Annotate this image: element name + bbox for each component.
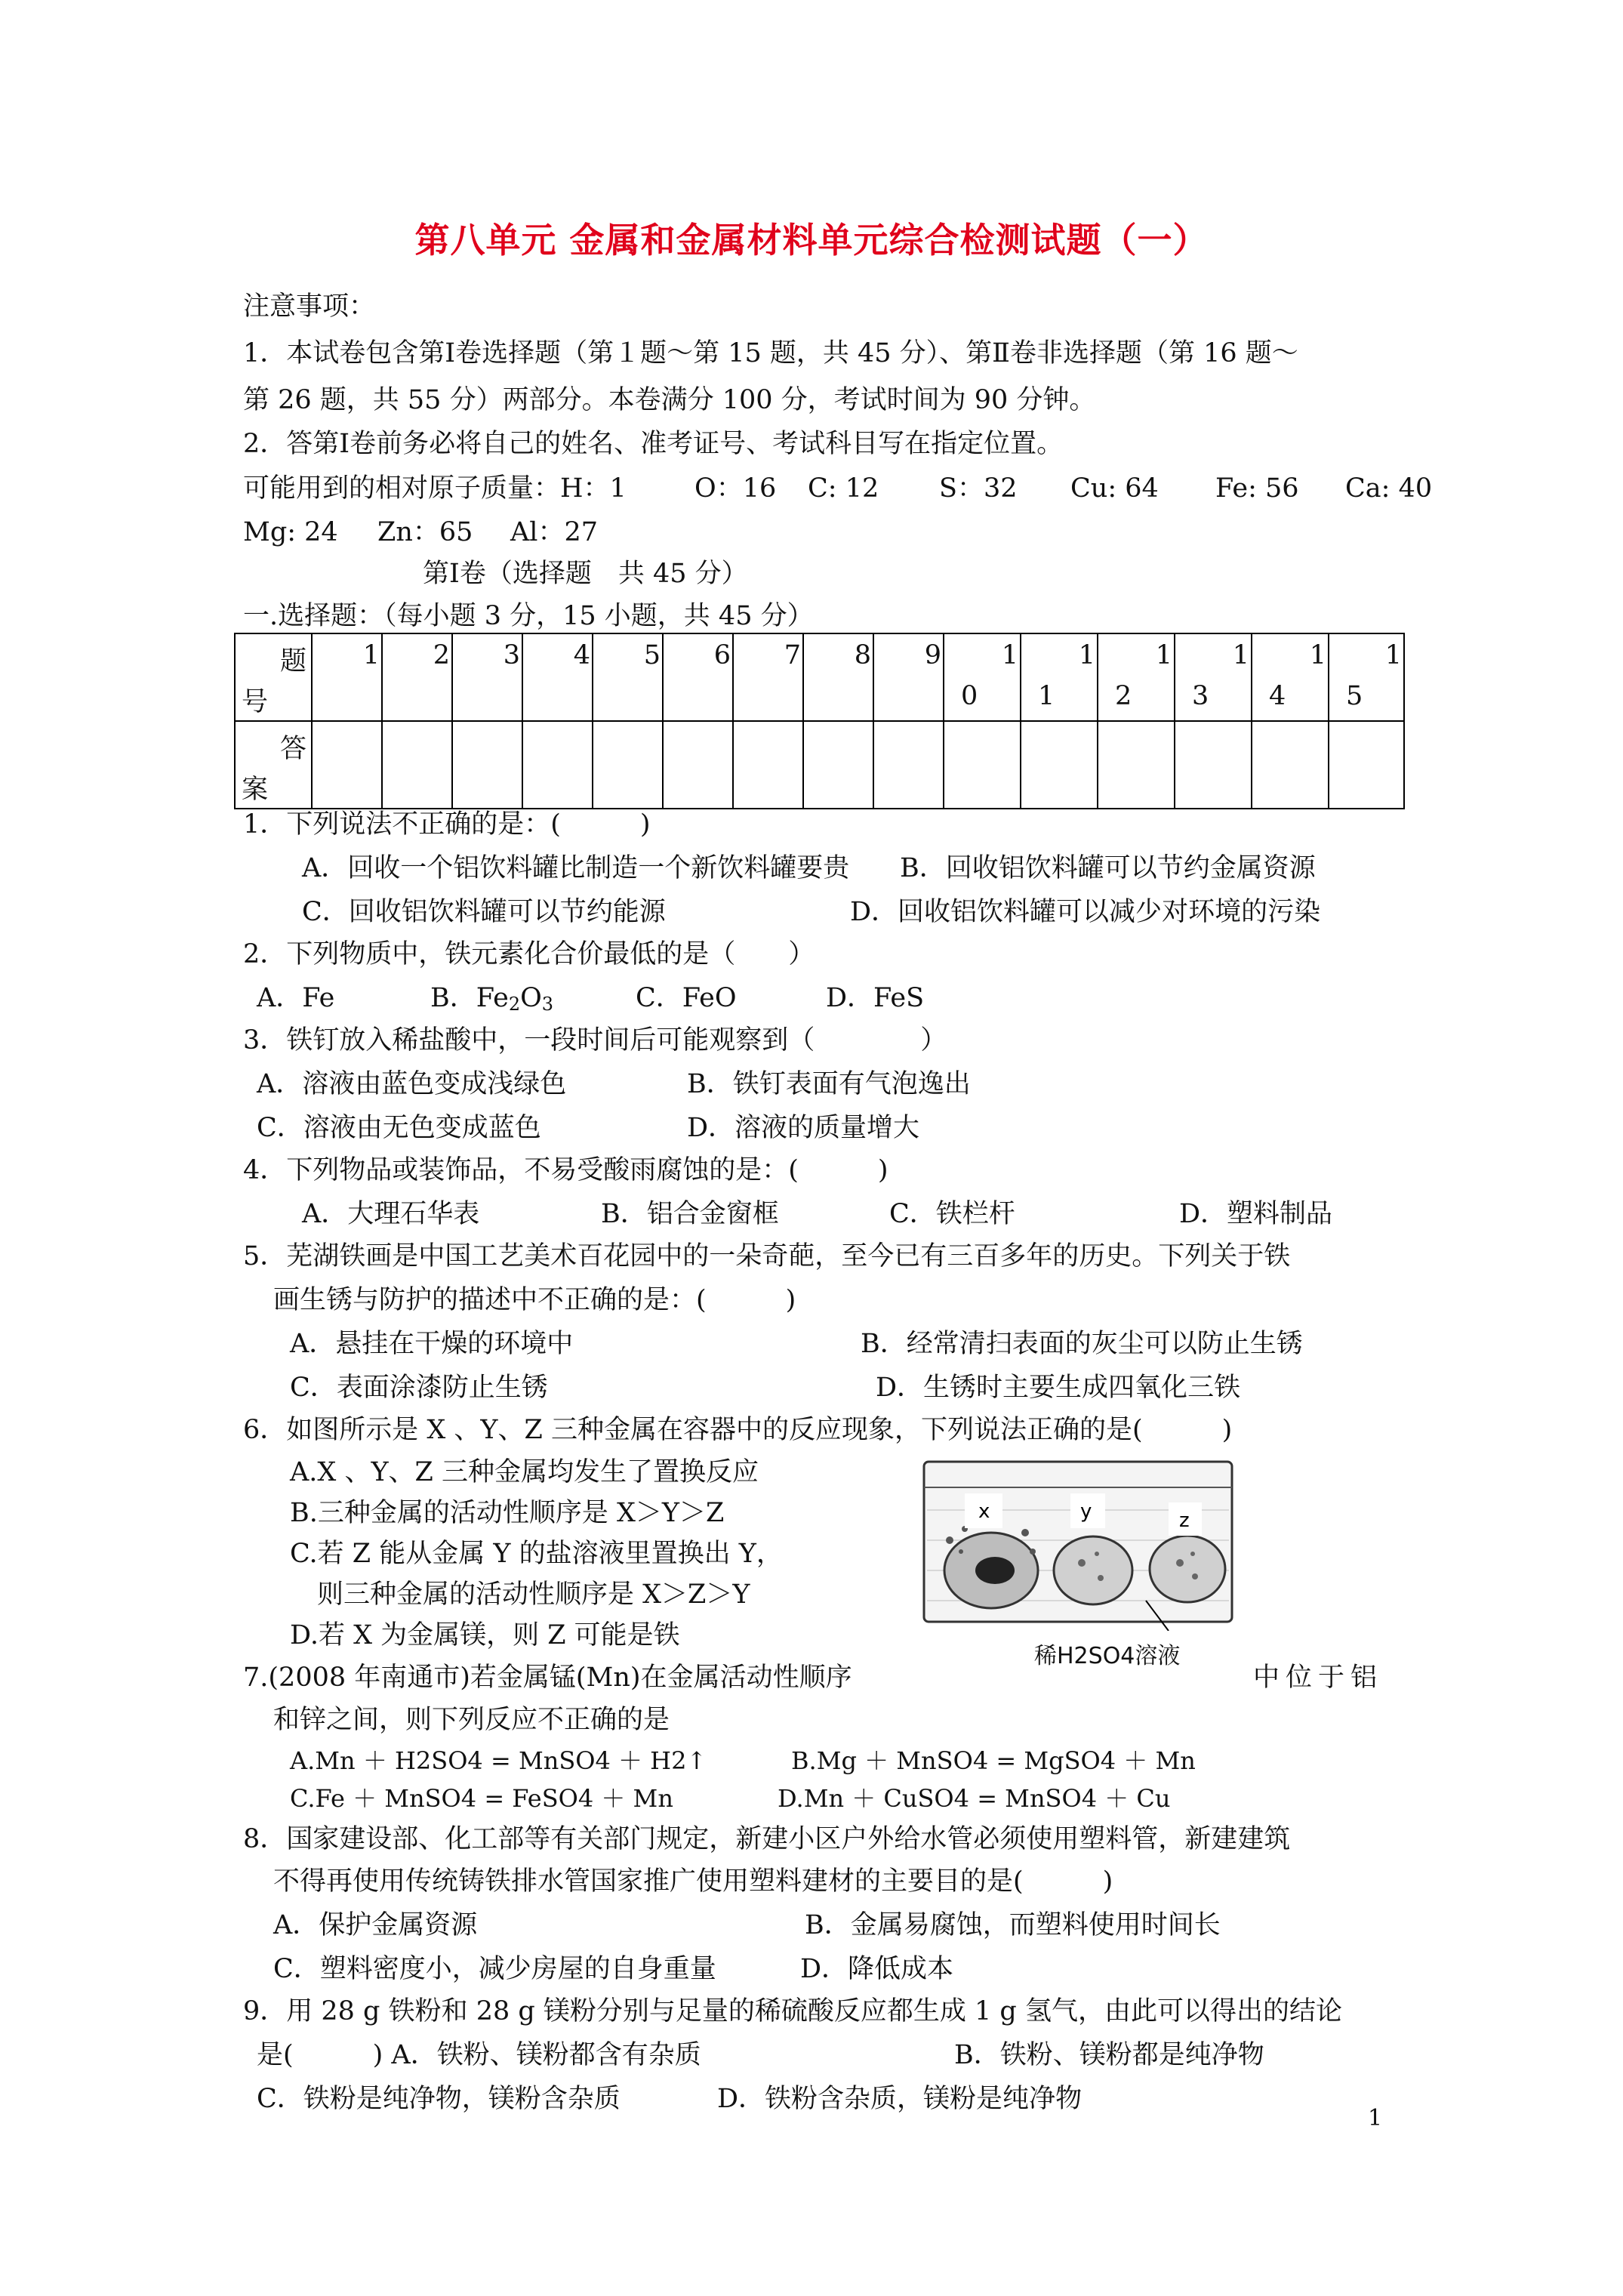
answer-cell[interactable] (1175, 721, 1252, 809)
option-b: B．回收铝饮料罐可以节约金属资源 (900, 853, 1316, 883)
mass-fe: Fe: 56 (1215, 473, 1299, 504)
question-number-units: 1 (1038, 681, 1055, 711)
answer-table (234, 633, 1405, 809)
notice-heading: 注意事项： (243, 291, 376, 322)
mass-mg: Mg: 24 (243, 517, 338, 547)
option-c: C.Fe ＋ MnSO4 = FeSO4 ＋ Mn (290, 1784, 673, 1813)
question-9-option-a: 是( ) A．铁粉、镁粉都含有杂质 (257, 2040, 701, 2070)
question-number-tens: 1 (1309, 640, 1326, 670)
option-b: B．铝合金窗框 (601, 1199, 779, 1229)
option-d: D．FeS (826, 983, 925, 1013)
option-c: C．溶液由无色变成蓝色 (257, 1113, 541, 1143)
question-number-tens: 1 (1384, 640, 1402, 670)
mass-al: Al：27 (510, 517, 599, 547)
question-number-cell: 2 (433, 640, 450, 670)
question-3-stem: 3．铁钉放入稀盐酸中，一段时间后可能观察到（ ） (243, 1025, 947, 1056)
option-b: B．金属易腐蚀，而塑料使用时间长 (805, 1910, 1221, 1940)
option-a: A．Fe (257, 983, 335, 1013)
question-number-cell: 9 (924, 640, 941, 670)
option-d: D.若 X 为金属镁，则 Z 可能是铁 (290, 1620, 680, 1650)
question-number-cell: 1 (362, 640, 380, 670)
figure-label-x: x (978, 1500, 990, 1523)
option-b: B．经常清扫表面的灰尘可以防止生锈 (861, 1329, 1303, 1359)
mass-ca: Ca: 40 (1345, 473, 1433, 504)
question-number-cell: 7 (784, 640, 801, 670)
answer-cell[interactable] (312, 721, 382, 809)
question-number-units: 0 (961, 681, 978, 711)
question-9-stem: 9．用 28 g 铁粉和 28 g 镁粉分别与足量的稀硫酸反应都生成 1 g 氢气，由此可以得出的结论 (243, 1996, 1342, 2026)
question-number-tens: 1 (1232, 640, 1249, 670)
option-c: C．表面涂漆防止生锈 (290, 1373, 548, 1403)
question-number-cell: 8 (854, 640, 871, 670)
notice-item-2: 2．答第Ⅰ卷前务必将自己的姓名、准考证号、考试科目写在指定位置。 (243, 429, 1064, 459)
question-7-stem-cont: 和锌之间，则下列反应不正确的是 (273, 1705, 670, 1735)
option-b: B．铁钉表面有气泡逸出 (687, 1069, 971, 1099)
option-a: A．大理石华表 (302, 1199, 480, 1229)
option-a: A.X 、Y、Z 三种金属均发生了置换反应 (290, 1457, 759, 1487)
option-b: B.Mg ＋ MnSO4 = MgSO4 ＋ Mn (791, 1746, 1196, 1775)
option-c: C．铁粉是纯净物，镁粉含杂质 (257, 2084, 621, 2114)
figure-label-y: y (1080, 1500, 1092, 1523)
question-7-stem: 7.(2008 年南通市)若金属锰(Mn)在金属活动性顺序 (243, 1663, 852, 1693)
header-label-bottom: 号 (242, 687, 269, 717)
question-5-stem-cont: 画生锈与防护的描述中不正确的是：( ) (273, 1285, 796, 1315)
notice-item-1: 1．本试卷包含第Ⅰ卷选择题（第１题～第 15 题，共 45 分）、第Ⅱ卷非选择题（第 16 题～ (243, 338, 1298, 368)
answer-cell[interactable] (452, 721, 522, 809)
answer-cell[interactable] (873, 721, 944, 809)
option-a: A.Mn ＋ H2SO4 = MnSO4 ＋ H2↑ (290, 1746, 707, 1775)
option-c: C．铁栏杆 (889, 1199, 1015, 1229)
option-d: D．降低成本 (800, 1954, 954, 1984)
question-number-tens: 1 (1001, 640, 1018, 670)
question-number-units: 4 (1269, 681, 1286, 711)
option-b: B．铁粉、镁粉都是纯净物 (954, 2040, 1264, 2070)
question-number-units: 2 (1115, 681, 1132, 711)
option-c: C.若 Z 能从金属 Y 的盐溶液里置换出 Y， (290, 1539, 783, 1569)
answer-cell[interactable] (1252, 721, 1329, 809)
option-a: A．悬挂在干燥的环境中 (290, 1329, 574, 1359)
answer-cell[interactable] (733, 721, 803, 809)
answer-cell[interactable] (1021, 721, 1098, 809)
question-8-stem: 8．国家建设部、化工部等有关部门规定，新建小区户外给水管必须使用塑料管，新建建筑 (243, 1824, 1291, 1854)
option-d: D．塑料制品 (1179, 1199, 1333, 1229)
question-6-stem: 6．如图所示是 X 、Y、Z 三种金属在容器中的反应现象，下列说法正确的是( ) (243, 1415, 1233, 1445)
option-c-cont: 则三种金属的活动性顺序是 X＞Z＞Y (317, 1579, 750, 1610)
answer-label-top: 答 (279, 734, 306, 764)
question-number-cell: 6 (713, 640, 731, 670)
section-1-heading: 一.选择题：（每小题 3 分，15 小题，共 45 分） (243, 601, 814, 631)
figure-caption: 稀H2SO4溶液 (1034, 1643, 1181, 1669)
mass-c: C: 12 (808, 473, 879, 504)
question-8-stem-cont: 不得再使用传统铸铁排水管国家推广使用塑料建材的主要目的是( ) (273, 1866, 1113, 1897)
answer-cell[interactable] (1098, 721, 1175, 809)
option-a: A．溶液由蓝色变成浅绿色 (257, 1069, 567, 1099)
header-label-top: 题 (279, 646, 306, 676)
answer-cell[interactable] (593, 721, 663, 809)
table-header-row (235, 633, 1404, 721)
question-number-cell: 3 (503, 640, 520, 670)
answer-label-bottom: 案 (242, 775, 269, 805)
answer-cell[interactable] (663, 721, 733, 809)
question-number-tens: 1 (1155, 640, 1172, 670)
question-number-units: 5 (1346, 681, 1363, 711)
part-1-heading: 第Ⅰ卷（选择题 共 45 分） (423, 559, 748, 589)
option-b: B.三种金属的活动性顺序是 X＞Y＞Z (290, 1498, 725, 1528)
reaction-beaker-figure (919, 1457, 1236, 1631)
question-1-stem: 1．下列说法不正确的是：( ) (243, 809, 651, 840)
question-7-stem-right: 中位于铝 (1253, 1663, 1384, 1693)
option-a: A．回收一个铝饮料罐比制造一个新饮料罐要贵 (302, 853, 850, 883)
answer-cell[interactable] (382, 721, 452, 809)
question-5-stem: 5．芜湖铁画是中国工艺美术百花园中的一朵奇葩，至今已有三百多年的历史。下列关于铁 (243, 1241, 1291, 1271)
mass-o: O：16 (694, 473, 777, 504)
answer-cell[interactable] (944, 721, 1021, 809)
mass-cu: Cu: 64 (1070, 473, 1159, 504)
question-number-cell: 5 (643, 640, 661, 670)
figure-label-z: z (1179, 1509, 1190, 1532)
question-4-stem: 4．下列物品或装饰品，不易受酸雨腐蚀的是：( ) (243, 1155, 888, 1185)
answer-cell[interactable] (522, 721, 593, 809)
question-2-stem: 2．下列物质中，铁元素化合价最低的是（ ） (243, 939, 815, 969)
page-number: 1 (1368, 2105, 1383, 2131)
option-b: B．$Fe_2O_3$ (430, 983, 554, 1015)
mass-s: S：32 (939, 473, 1018, 504)
option-c: C．塑料密度小，减少房屋的自身重量 (273, 1954, 716, 1984)
mass-h: 可能用到的相对原子质量：H：1 (243, 473, 627, 504)
page-title: 第八单元 金属和金属材料单元综合检测试题（一） (414, 220, 1209, 260)
option-d: D．生锈时主要生成四氧化三铁 (876, 1373, 1241, 1403)
mass-zn: Zn：65 (377, 517, 473, 547)
answer-cell[interactable] (1329, 721, 1404, 809)
answer-cell[interactable] (803, 721, 873, 809)
option-d: D．回收铝饮料罐可以减少对环境的污染 (850, 897, 1321, 927)
option-c: C．FeO (636, 983, 737, 1013)
question-number-units: 3 (1192, 681, 1209, 711)
notice-item-1-cont: 第 26 题，共 55 分）两部分。本卷满分 100 分，考试时间为 90 分钟。 (243, 385, 1096, 415)
option-d: D．溶液的质量增大 (687, 1113, 920, 1143)
option-d: D．铁粉含杂质，镁粉是纯净物 (717, 2084, 1083, 2114)
table-answer-row (235, 721, 1404, 809)
option-c: C．回收铝饮料罐可以节约能源 (302, 897, 666, 927)
option-a: A．保护金属资源 (273, 1910, 478, 1940)
question-number-cell: 4 (573, 640, 590, 670)
option-d: D.Mn ＋ CuSO4 = MnSO4 ＋ Cu (778, 1784, 1171, 1813)
question-number-tens: 1 (1078, 640, 1095, 670)
